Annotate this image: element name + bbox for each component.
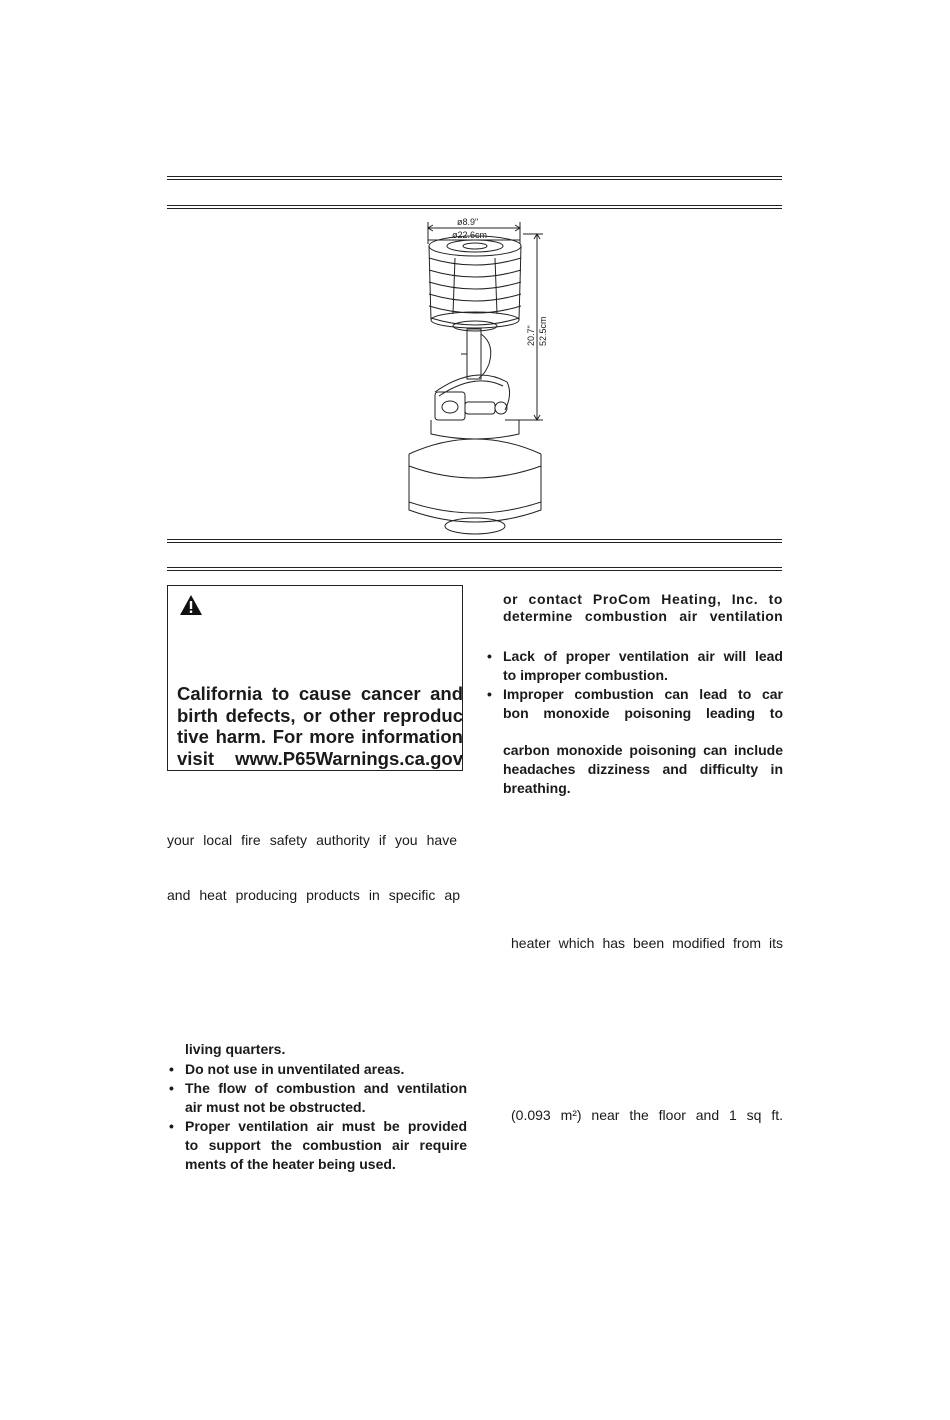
ventilation-bullets — [485, 647, 783, 723]
height-cm-label: 52.5cm — [538, 316, 548, 346]
bullet-dot: • — [169, 1080, 174, 1096]
list-item — [485, 685, 783, 723]
diameter-in-label: ø8.9" — [457, 217, 479, 227]
contact-line: determine combustion air ventilation — [503, 608, 783, 624]
bullet-line: Lack of proper ventilation air will lead — [503, 648, 783, 664]
bullet-dot: • — [487, 648, 492, 664]
top-rule — [167, 176, 782, 180]
bullet-line: Proper ventilation air must be provided — [185, 1118, 467, 1134]
warning-line: tive harm. For more information — [177, 726, 463, 747]
prop65-warning-box — [167, 585, 463, 771]
bullet-line: bon monoxide poisoning leading to — [503, 705, 783, 721]
co-symptoms-text — [503, 741, 783, 798]
bullet-dot: • — [169, 1061, 174, 1077]
diagram-top-rule — [167, 205, 782, 209]
heater-diagram — [395, 214, 575, 540]
fire-safety-line: your local fire safety authority if you have — [167, 832, 457, 848]
bullet-line: to improper combustion. — [503, 667, 668, 683]
list-item — [167, 1117, 467, 1174]
modified-heater-line: heater which has been modified from its — [511, 935, 783, 951]
height-in-label: 20.7" — [526, 325, 536, 346]
safety-bullets — [167, 1060, 467, 1174]
diameter-cm-label: ø22.6cm — [452, 230, 488, 240]
list-item — [167, 1060, 467, 1079]
heat-products-line: and heat producing products in specific ap — [167, 887, 460, 903]
bullet-line: to support the combustion air require — [185, 1137, 467, 1153]
bullet-dot: • — [487, 686, 492, 702]
section-rule — [167, 567, 782, 571]
bullet-line: ments of the heater being used. — [185, 1156, 396, 1172]
warning-line: California to cause cancer and — [177, 683, 463, 704]
co-line: headaches dizziness and difficulty in — [503, 761, 783, 777]
warning-line: birth defects, or other reproduc — [177, 704, 463, 726]
bullet-line: The flow of combustion and ventilation — [185, 1080, 467, 1096]
warning-line: visit www.P65Warnings.ca.gov — [177, 747, 463, 769]
bullet-line: Do not use in unventilated areas. — [185, 1061, 405, 1077]
bullet-line: Improper combustion can lead to car — [503, 686, 783, 702]
living-quarters-line: living quarters. — [185, 1041, 286, 1057]
bullet-dot: • — [169, 1118, 174, 1134]
prop65-warning-text — [177, 683, 463, 769]
warning-triangle-icon — [179, 594, 203, 616]
co-line: carbon monoxide poisoning can include — [503, 742, 783, 758]
contact-line: or contact ProCom Heating, Inc. to — [503, 591, 783, 607]
bullet-line: air must not be obstructed. — [185, 1099, 366, 1115]
co-line: breathing. — [503, 780, 571, 796]
list-item — [485, 647, 783, 685]
list-item — [167, 1079, 467, 1117]
floor-vent-line: (0.093 m²) near the floor and 1 sq ft. — [511, 1107, 783, 1123]
